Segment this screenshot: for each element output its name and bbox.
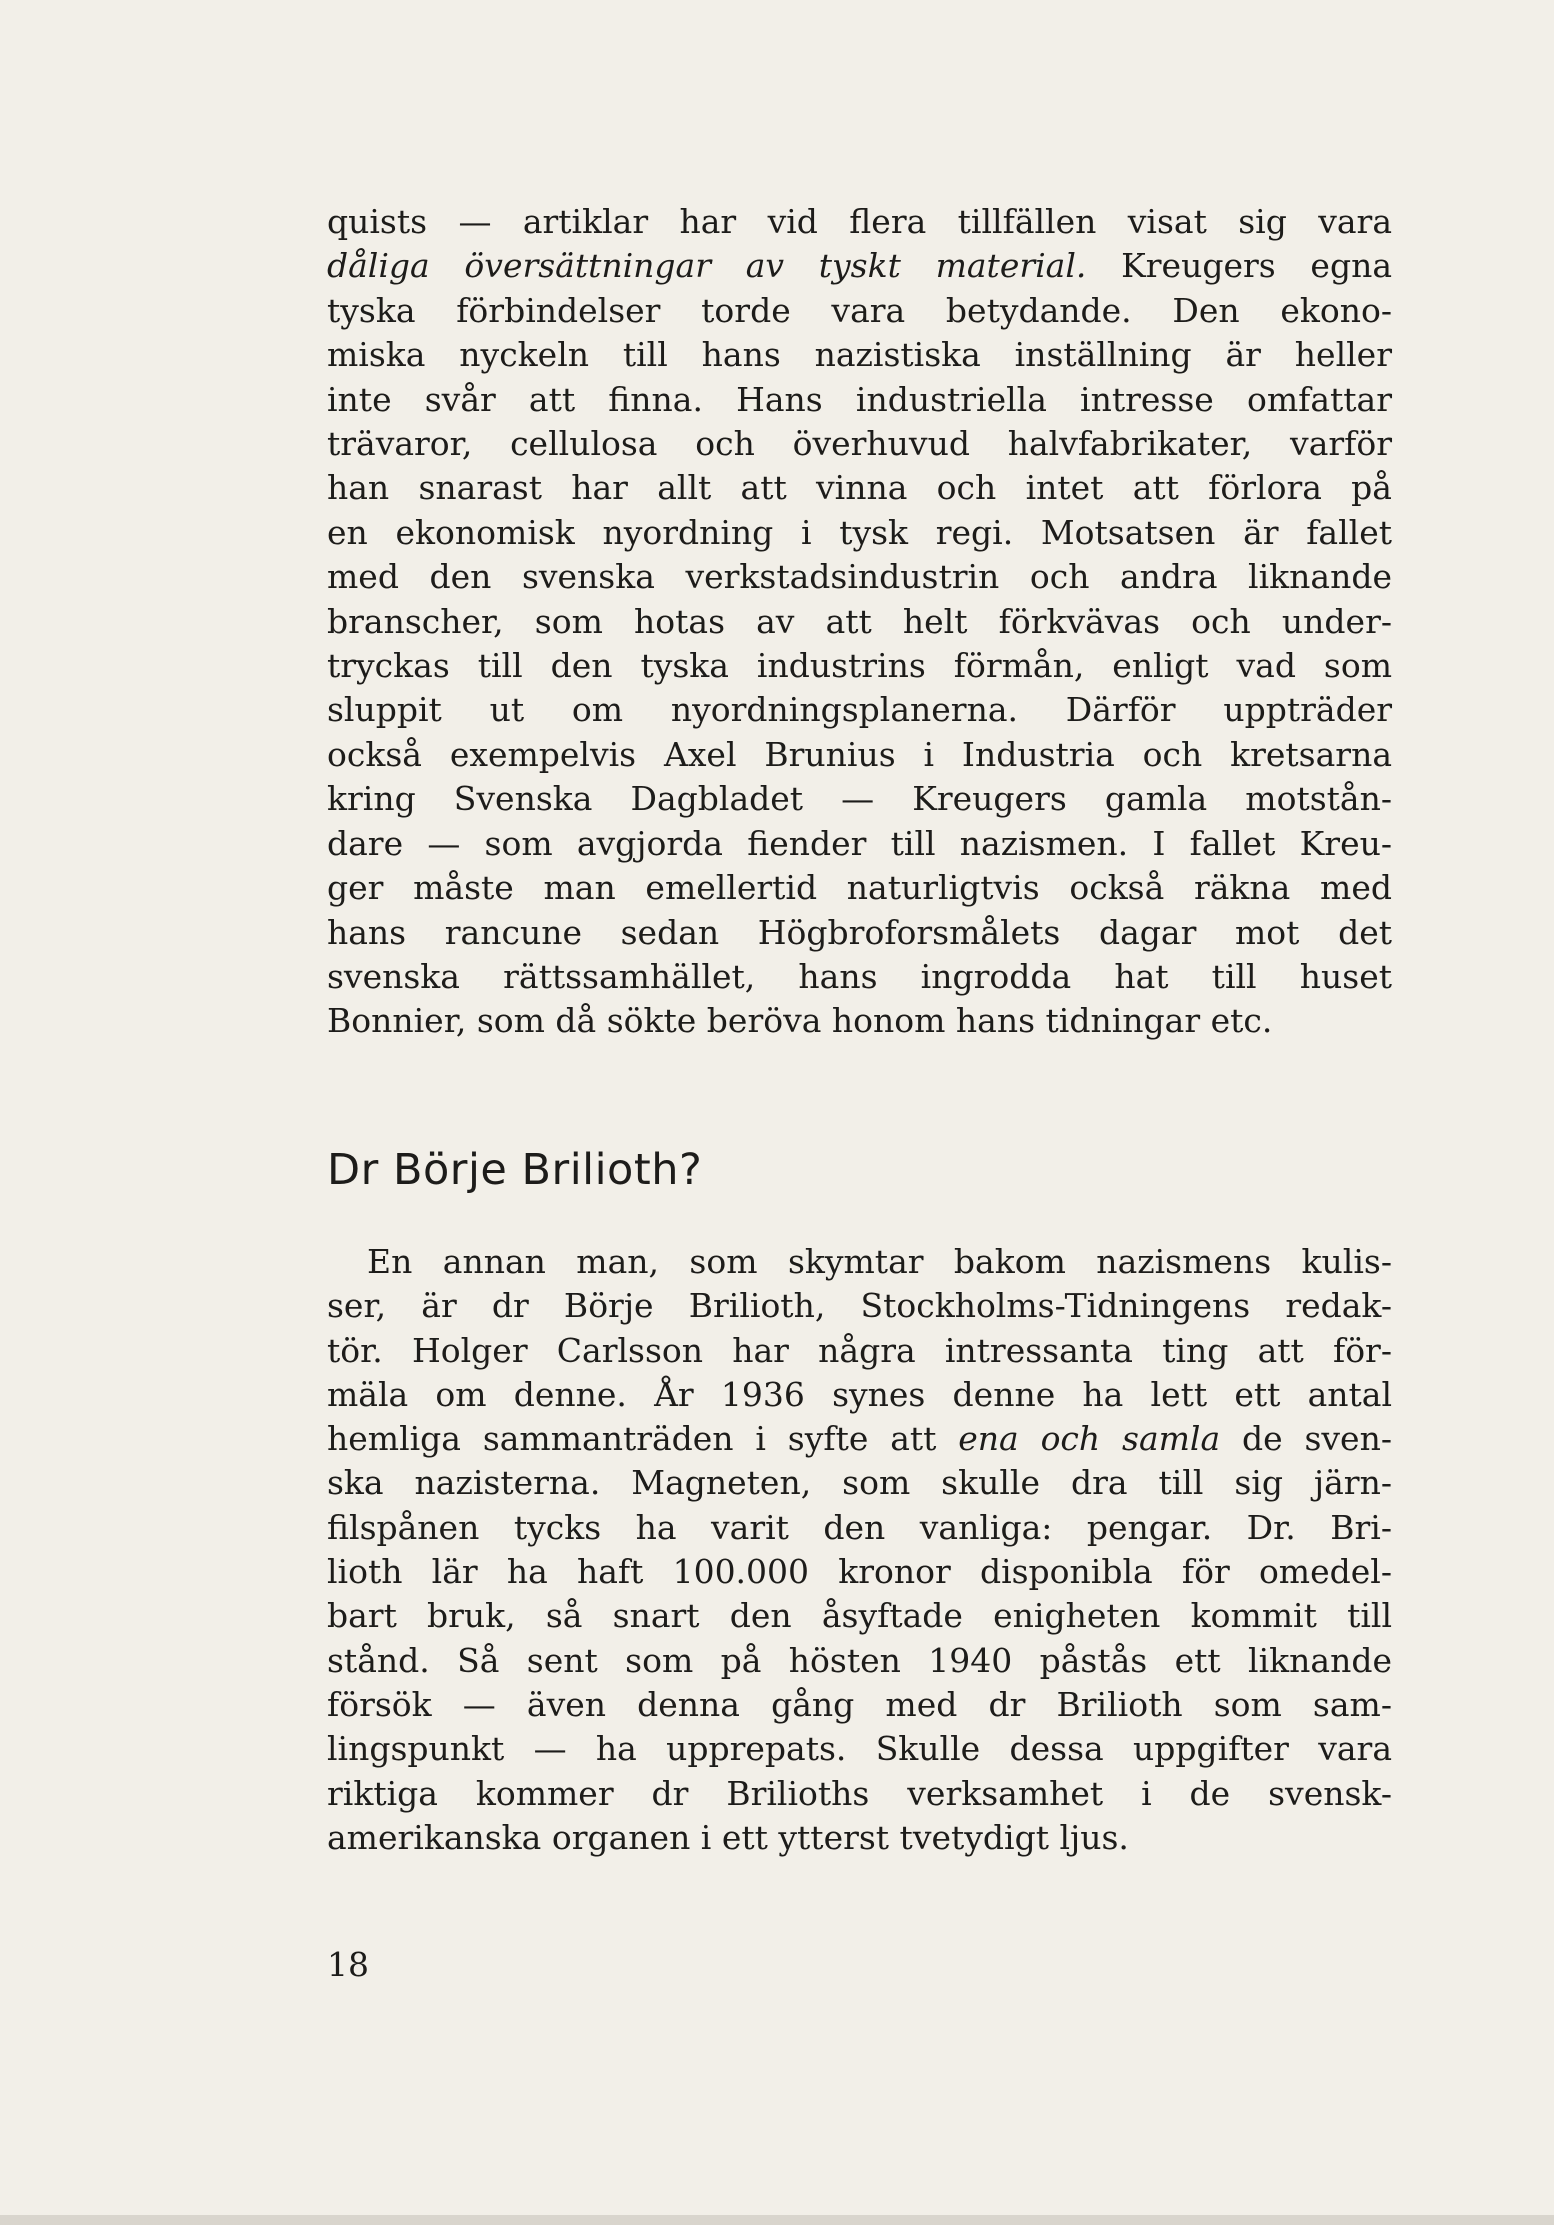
text-segment: Kreugers egna	[1086, 246, 1393, 286]
text-segment: bart bruk, så snart den åsyftade enigheten kommit till	[327, 1596, 1392, 1636]
section-heading: Dr Börje Brilioth?	[327, 1145, 703, 1195]
text-line	[327, 999, 1392, 1043]
text-segment: filspånen tycks ha varit den vanliga: pengar. Dr. Bri-	[327, 1507, 1392, 1547]
text-segment: trävaror, cellulosa och överhuvud halvfabrikater, varför	[327, 424, 1392, 464]
text-segment: kring Svenska Dagbladet — Kreugers gamla motstån-	[327, 779, 1392, 819]
text-line	[327, 1772, 1392, 1816]
paragraph-kreuger	[327, 200, 1392, 1044]
text-segment: han snarast har allt att vinna och intet att förlora på	[327, 468, 1392, 508]
text-segment: miska nyckeln till hans nazistiska inställning är heller	[327, 335, 1392, 375]
text-line	[327, 1550, 1392, 1594]
text-line	[327, 1639, 1392, 1683]
text-line	[327, 244, 1392, 288]
text-segment: lioth lär ha haft 100.000 kronor disponibla för omedel-	[327, 1552, 1392, 1592]
text-segment: stånd. Så sent som på hösten 1940 påstås ett liknande	[327, 1640, 1392, 1680]
text-segment: mäla om denne. År 1936 synes denne ha lett ett antal	[327, 1374, 1392, 1414]
text-segment: ska nazisterna. Magneten, som skulle dra till sig järn-	[327, 1463, 1392, 1503]
italic-text: dåliga översättningar av tyskt material.	[327, 246, 1087, 286]
text-line	[327, 866, 1392, 910]
text-line	[327, 1594, 1392, 1638]
text-line	[327, 1329, 1392, 1373]
text-segment: branscher, som hotas av att helt förkvävas och under-	[327, 601, 1392, 641]
text-line	[327, 688, 1392, 732]
page-number: 18	[327, 1945, 369, 1984]
text-segment: amerikanska organen i ett ytterst tvetydigt ljus.	[327, 1817, 1129, 1857]
text-line	[327, 422, 1392, 466]
text-segment: dare — som avgjorda fiender till nazismen. I fallet Kreu-	[327, 823, 1392, 863]
text-line	[327, 289, 1392, 333]
text-segment: tör. Holger Carlsson har några intressanta ting att för-	[327, 1330, 1392, 1370]
text-line	[327, 955, 1392, 999]
text-segment: ger måste man emellertid naturligtvis också räkna med	[327, 868, 1392, 908]
text-line	[327, 511, 1392, 555]
text-segment: tryckas till den tyska industrins förmån, enligt vad som	[327, 646, 1392, 686]
text-line	[327, 466, 1392, 510]
text-segment: riktiga kommer dr Brilioths verksamhet i de svensk-	[327, 1773, 1392, 1813]
text-line	[327, 1816, 1392, 1860]
text-segment: försök — även denna gång med dr Brilioth som sam-	[327, 1684, 1392, 1724]
text-segment: En annan man, som skymtar bakom nazismens kulis-	[367, 1242, 1392, 1281]
text-line	[327, 333, 1392, 377]
text-line	[327, 733, 1392, 777]
text-line	[327, 1417, 1392, 1461]
text-line	[327, 777, 1392, 821]
text-line	[327, 378, 1392, 422]
text-line	[327, 1506, 1392, 1550]
text-line	[327, 822, 1392, 866]
italic-text: ena och samla	[958, 1419, 1221, 1459]
text-line	[327, 911, 1392, 955]
text-segment: hans rancune sedan Högbroforsmålets dagar mot det	[327, 912, 1392, 952]
text-segment: lingspunkt — ha upprepats. Skulle dessa uppgifter vara	[327, 1729, 1392, 1769]
text-segment: quists — artiklar har vid flera tillfällen visat sig vara	[327, 202, 1392, 241]
text-segment: sluppit ut om nyordningsplanerna. Därför uppträder	[327, 690, 1392, 730]
text-segment: svenska rättssamhället, hans ingrodda hat till huset	[327, 956, 1392, 996]
text-segment: de sven-	[1220, 1419, 1392, 1459]
text-segment: inte svår att finna. Hans industriella intresse omfattar	[327, 379, 1392, 419]
text-line	[327, 1373, 1392, 1417]
text-line	[327, 1284, 1392, 1328]
text-line	[327, 200, 1392, 244]
text-segment: Bonnier, som då sökte beröva honom hans tidningar etc.	[327, 1001, 1273, 1041]
text-segment: med den svenska verkstadsindustrin och andra liknande	[327, 557, 1392, 597]
text-segment: tyska förbindelser torde vara betydande. Den ekono-	[327, 290, 1392, 330]
text-line	[327, 644, 1392, 688]
text-segment: ser, är dr Börje Brilioth, Stockholms-Tidningens redak-	[327, 1286, 1392, 1326]
text-line	[327, 600, 1392, 644]
text-line	[327, 1727, 1392, 1771]
text-line	[327, 555, 1392, 599]
text-line	[327, 1461, 1392, 1505]
text-line	[327, 1683, 1392, 1727]
text-segment: också exempelvis Axel Brunius i Industria och kretsarna	[327, 734, 1392, 774]
page-bottom-edge	[0, 2215, 1554, 2225]
text-line	[327, 1240, 1392, 1284]
text-segment: en ekonomisk nyordning i tysk regi. Motsatsen är fallet	[327, 512, 1392, 552]
paragraph-brilioth	[327, 1240, 1392, 1860]
text-segment: hemliga sammanträden i syfte att	[327, 1419, 959, 1459]
